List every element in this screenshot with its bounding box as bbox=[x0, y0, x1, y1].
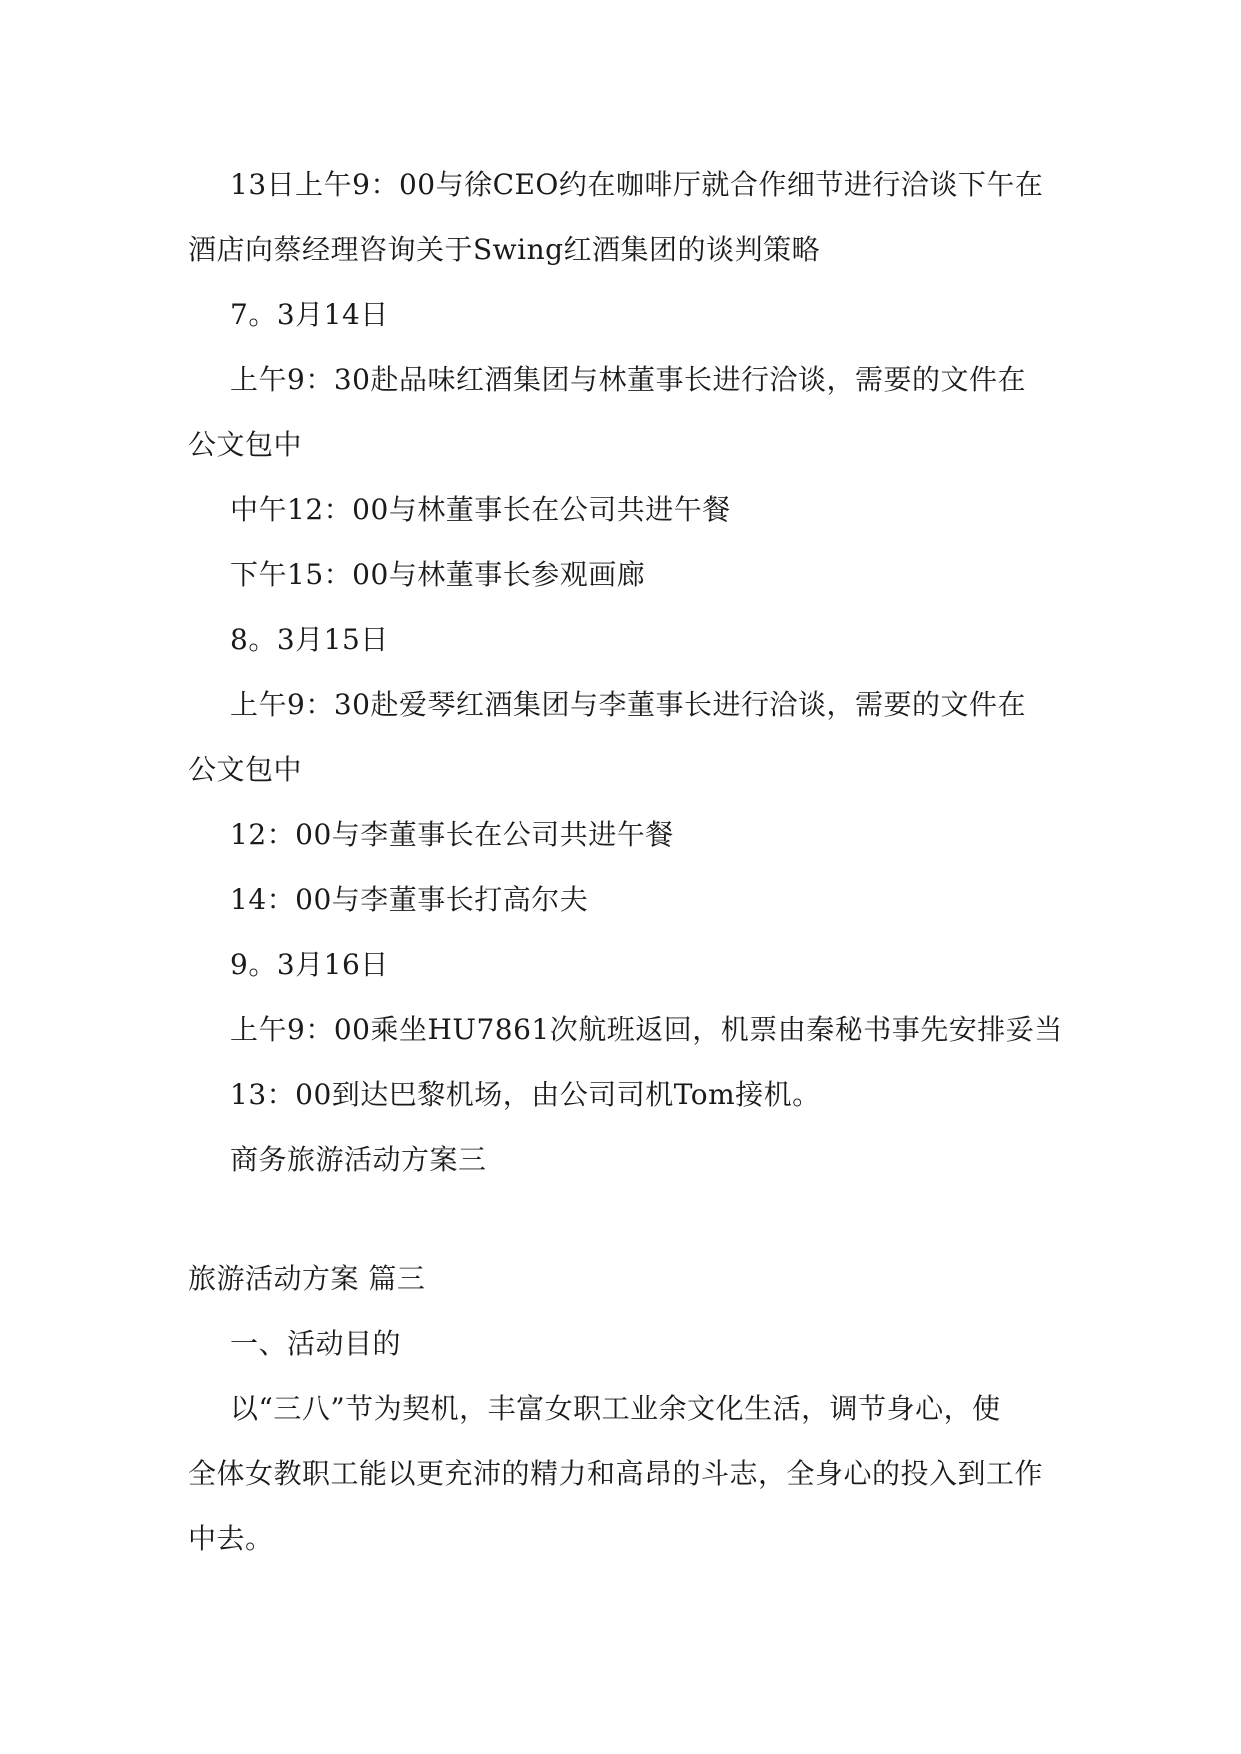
section-heading: 7。3月14日 bbox=[230, 298, 389, 331]
paragraph-line: 全体女教职工能以更充沛的精力和高昂的斗志，全身心的投入到工作 bbox=[188, 1457, 1044, 1490]
paragraph-line: 公文包中 bbox=[188, 428, 303, 461]
paragraph-line: 酒店向蔡经理咨询关于Swing红酒集团的谈判策略 bbox=[188, 233, 821, 266]
paragraph-line: 以“三八”节为契机，丰富女职工业余文化生活，调节身心，使 bbox=[230, 1392, 1001, 1425]
paragraph-line: 中去。 bbox=[188, 1522, 274, 1555]
spacer bbox=[188, 1192, 1068, 1246]
section-heading: 一、活动目的 bbox=[230, 1327, 402, 1360]
paragraph-line: 中午12：00与林董事长在公司共进午餐 bbox=[230, 493, 731, 526]
section-heading: 9。3月16日 bbox=[230, 948, 389, 981]
paragraph-line: 12：00与李董事长在公司共进午餐 bbox=[230, 818, 674, 851]
paragraph-line: 13日上午9：00与徐CEO约在咖啡厅就合作细节进行洽谈下午在 bbox=[230, 168, 1044, 201]
section-heading: 8。3月15日 bbox=[230, 623, 389, 656]
paragraph-line: 商务旅游活动方案三 bbox=[230, 1143, 487, 1176]
paragraph-line: 上午9：30赴爱琴红酒集团与李董事长进行洽谈，需要的文件在 bbox=[230, 688, 1026, 721]
paragraph-line: 下午15：00与林董事长参观画廊 bbox=[230, 558, 646, 591]
document-body bbox=[188, 152, 1068, 1571]
paragraph-line: 上午9：00乘坐HU7861次航班返回，机票由秦秘书事先安排妥当 bbox=[230, 1013, 1063, 1046]
paragraph-line: 14：00与李董事长打高尔夫 bbox=[230, 883, 589, 916]
paragraph-line: 公文包中 bbox=[188, 753, 303, 786]
section-title: 旅游活动方案 篇三 bbox=[188, 1262, 426, 1295]
paragraph-line: 上午9：30赴品味红酒集团与林董事长进行洽谈，需要的文件在 bbox=[230, 363, 1026, 396]
paragraph-line: 13：00到达巴黎机场，由公司司机Tom接机。 bbox=[230, 1078, 821, 1111]
